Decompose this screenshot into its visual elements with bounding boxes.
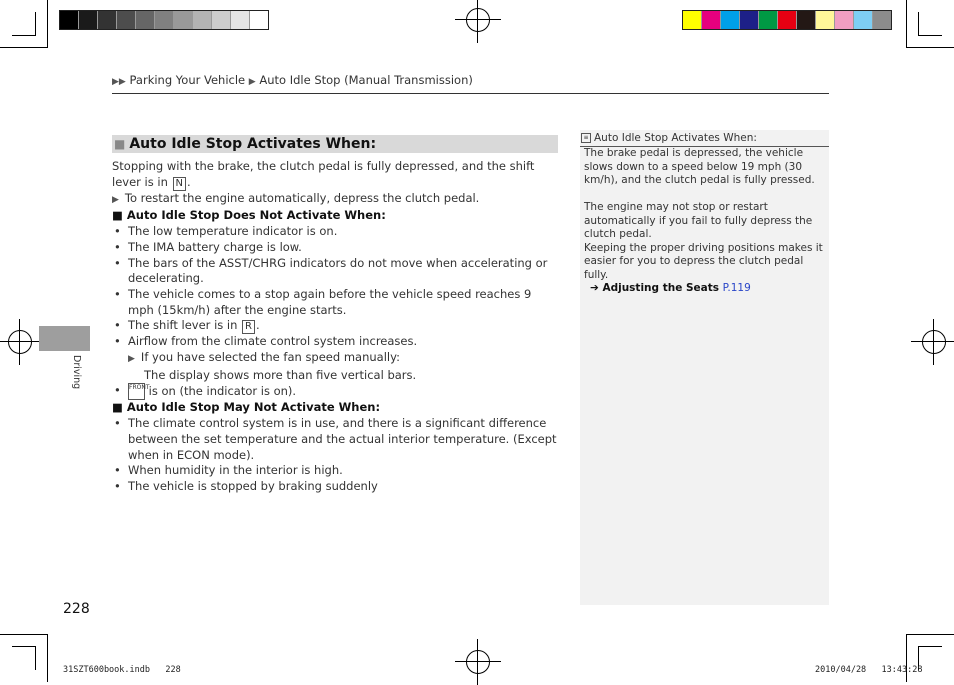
color-swatch bbox=[155, 11, 174, 29]
crop-mark bbox=[47, 634, 48, 682]
subsection-heading-text: Auto Idle Stop May Not Activate When: bbox=[126, 400, 381, 415]
fan-note-detail: The display shows more than five vertical bars. bbox=[144, 367, 417, 382]
color-swatch bbox=[873, 11, 891, 29]
breadcrumb-arrow-icon: ▶ bbox=[248, 77, 256, 87]
note-arrow-icon: ▶ bbox=[128, 354, 135, 365]
color-swatch bbox=[854, 11, 873, 29]
link-arrow-icon: ➔ bbox=[590, 282, 599, 294]
side-note-heading bbox=[580, 130, 829, 147]
color-swatch bbox=[740, 11, 759, 29]
side-note-heading-text: Auto Idle Stop Activates When: bbox=[594, 132, 757, 144]
breadcrumb bbox=[112, 73, 473, 87]
color-swatch bbox=[683, 11, 702, 29]
footer-file-info: 31SZT600book.indb 228 bbox=[63, 665, 181, 675]
list-item: • The IMA battery charge is low. bbox=[112, 240, 558, 256]
cross-reference-link[interactable] bbox=[584, 282, 826, 296]
crop-mark bbox=[906, 634, 954, 635]
color-swatch bbox=[231, 11, 250, 29]
front-defrost-icon: FRONT bbox=[128, 383, 145, 400]
link-page[interactable]: P.119 bbox=[722, 282, 751, 294]
main-content bbox=[112, 135, 558, 495]
list-item-text: is on (the indicator is on). bbox=[148, 384, 297, 399]
square-bullet-icon: ■ bbox=[112, 208, 123, 223]
color-swatch bbox=[702, 11, 721, 29]
side-note-panel bbox=[580, 130, 829, 605]
crop-mark bbox=[12, 35, 36, 36]
crop-mark bbox=[12, 646, 36, 647]
header-rule bbox=[112, 93, 829, 94]
color-swatch bbox=[816, 11, 835, 29]
list-item: • The vehicle comes to a stop again before the vehicle speed reaches 9 mph (15km/h) after the engine starts. bbox=[112, 287, 558, 318]
note-arrow-icon: ▶ bbox=[112, 194, 119, 205]
reverse-gear-key: R bbox=[242, 320, 255, 334]
process-color-bar bbox=[682, 10, 892, 30]
crop-mark bbox=[906, 0, 907, 48]
subsection-heading bbox=[112, 208, 558, 224]
crop-mark bbox=[35, 646, 36, 670]
list-item: • Airflow from the climate control system increases. bbox=[112, 334, 558, 350]
list-item: • When humidity in the interior is high. bbox=[112, 463, 558, 479]
side-note-paragraph: The brake pedal is depressed, the vehicle slows down to a speed below 19 mph (30 km/h), and the clutch pedal is fully pressed. bbox=[584, 147, 815, 186]
subsection-heading bbox=[112, 400, 558, 416]
section-heading-text: Auto Idle Stop Activates When: bbox=[129, 136, 377, 152]
color-swatch bbox=[212, 11, 231, 29]
intro-text: Stopping with the brake, the clutch pedal is fully depressed, and the shift lever is in bbox=[112, 159, 535, 189]
chapter-tab[interactable] bbox=[39, 326, 90, 351]
list-item: • The shift lever is in R . bbox=[112, 318, 558, 334]
crop-mark bbox=[0, 634, 48, 635]
crop-mark bbox=[47, 0, 48, 48]
list-item: • The bars of the ASST/CHRG indicators do not move when accelerating or decelerating. bbox=[112, 256, 558, 287]
registration-mark-bottom bbox=[466, 650, 490, 674]
side-note-paragraph: Keeping the proper driving positions makes it easier for you to depress the clutch pedal fully. bbox=[584, 241, 823, 281]
side-note-paragraph: The engine may not stop or restart automatically if you fail to fully depress the clutch pedal. bbox=[584, 201, 813, 240]
list-item: • The low temperature indicator is on. bbox=[112, 224, 558, 240]
gray-color-bar bbox=[59, 10, 269, 30]
note-icon: ≡ bbox=[581, 133, 591, 143]
breadcrumb-arrow-icon: ▶▶ bbox=[112, 77, 126, 87]
registration-mark-top bbox=[466, 8, 490, 32]
chapter-tab-label: Driving bbox=[71, 355, 82, 390]
color-swatch bbox=[721, 11, 740, 29]
section-heading bbox=[112, 135, 558, 153]
color-swatch bbox=[250, 11, 268, 29]
crop-mark bbox=[918, 12, 919, 36]
list-item: • The climate control system is in use, and there is a significant difference between the set temperature and the actual interior temperature. (Except when in ECON mode). bbox=[112, 416, 558, 463]
restart-note-text: To restart the engine automatically, depress the clutch pedal. bbox=[124, 190, 480, 205]
color-swatch bbox=[174, 11, 193, 29]
crop-mark bbox=[0, 47, 48, 48]
crop-mark bbox=[906, 47, 954, 48]
color-swatch bbox=[797, 11, 816, 29]
color-swatch bbox=[136, 11, 155, 29]
square-bullet-icon: ■ bbox=[114, 137, 126, 151]
color-swatch bbox=[98, 11, 117, 29]
neutral-gear-key: N bbox=[173, 177, 186, 191]
registration-mark-left bbox=[8, 330, 32, 354]
restart-note bbox=[112, 191, 558, 209]
page-number: 228 bbox=[63, 601, 90, 617]
crop-mark bbox=[35, 12, 36, 36]
link-text[interactable]: Adjusting the Seats bbox=[602, 282, 720, 294]
list-item: • The vehicle is stopped by braking suddenly bbox=[112, 479, 558, 495]
defrost-list bbox=[112, 383, 558, 400]
color-swatch bbox=[79, 11, 98, 29]
intro-paragraph: Stopping with the brake, the clutch pedal is fully depressed, and the shift lever is in N . bbox=[112, 159, 535, 189]
crop-mark bbox=[918, 35, 942, 36]
color-swatch bbox=[117, 11, 136, 29]
registration-mark-right bbox=[922, 330, 946, 354]
color-swatch bbox=[60, 11, 79, 29]
color-swatch bbox=[835, 11, 854, 29]
not-activate-list bbox=[112, 224, 558, 350]
square-bullet-icon: ■ bbox=[112, 400, 123, 415]
crop-mark bbox=[918, 646, 942, 647]
subsection-heading-text: Auto Idle Stop Does Not Activate When: bbox=[126, 208, 386, 223]
fan-note-text: If you have selected the fan speed manually: bbox=[140, 350, 400, 365]
breadcrumb-item[interactable]: Parking Your Vehicle bbox=[129, 73, 246, 87]
breadcrumb-item[interactable]: Auto Idle Stop (Manual Transmission) bbox=[259, 73, 473, 87]
footer-timestamp: 2010/04/28 13:43:28 bbox=[815, 665, 923, 675]
fan-note bbox=[112, 350, 558, 383]
side-note-body bbox=[584, 147, 826, 296]
list-item-text: The shift lever is in bbox=[128, 318, 238, 333]
color-swatch bbox=[778, 11, 797, 29]
color-swatch bbox=[193, 11, 212, 29]
list-item bbox=[112, 383, 558, 400]
may-not-activate-list bbox=[112, 416, 558, 495]
color-swatch bbox=[759, 11, 778, 29]
